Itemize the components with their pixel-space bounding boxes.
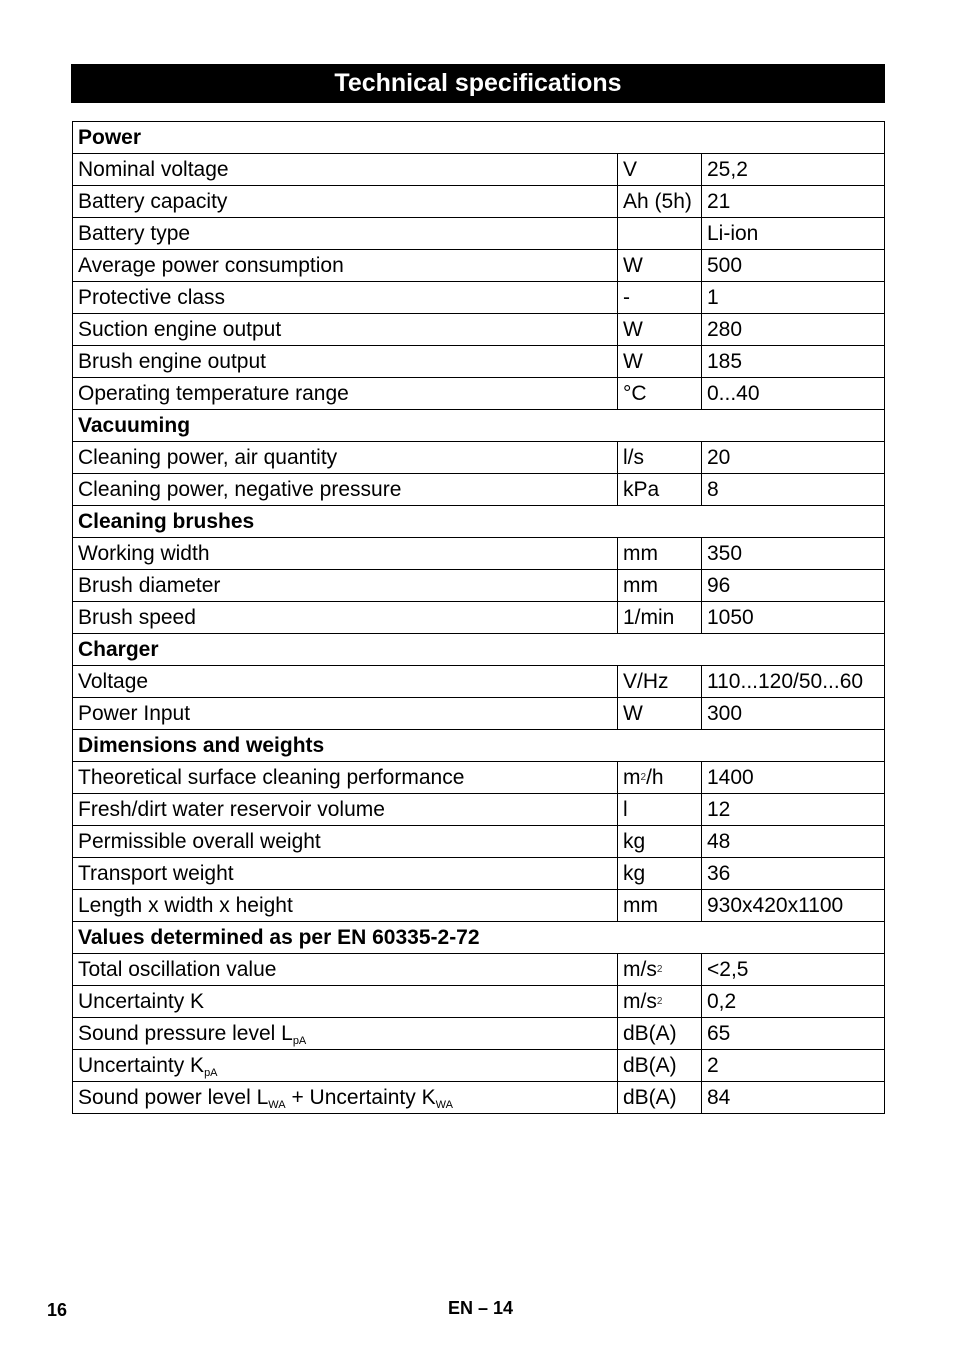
spec-label: Battery capacity bbox=[78, 190, 228, 213]
spec-label-subscript: WA bbox=[268, 1099, 286, 1111]
spec-row bbox=[73, 1082, 885, 1114]
spec-value: 25,2 bbox=[702, 154, 885, 186]
spec-row bbox=[73, 186, 885, 218]
spec-unit-cell bbox=[618, 538, 702, 570]
spec-table-body bbox=[73, 122, 885, 1114]
spec-row bbox=[73, 1050, 885, 1082]
spec-label-cell bbox=[73, 986, 618, 1018]
spec-unit: m/s bbox=[623, 990, 657, 1013]
spec-unit-superscript: 2 bbox=[640, 772, 647, 783]
section-title: Charger bbox=[73, 634, 885, 666]
spec-unit: kPa bbox=[623, 478, 660, 501]
section-header-row bbox=[73, 634, 885, 666]
spec-unit: kg bbox=[623, 862, 646, 885]
spec-unit: m/s bbox=[623, 958, 657, 981]
spec-row bbox=[73, 250, 885, 282]
spec-label-cell bbox=[73, 890, 618, 922]
spec-label-cell bbox=[73, 314, 618, 346]
spec-value: 300 bbox=[702, 698, 885, 730]
spec-unit: V bbox=[623, 158, 638, 181]
spec-row bbox=[73, 154, 885, 186]
spec-unit: dB(A) bbox=[623, 1022, 677, 1045]
spec-label-subscript: WA bbox=[435, 1099, 453, 1111]
spec-value: 1 bbox=[702, 282, 885, 314]
spec-value: 8 bbox=[702, 474, 885, 506]
spec-label: Power Input bbox=[78, 702, 191, 725]
spec-value: 110...120/50...60 bbox=[702, 666, 885, 698]
spec-unit: dB(A) bbox=[623, 1086, 677, 1109]
spec-label-cell bbox=[73, 1050, 618, 1082]
spec-unit: mm bbox=[623, 542, 658, 565]
spec-label-cell bbox=[73, 250, 618, 282]
spec-unit: W bbox=[623, 350, 643, 373]
spec-label: Battery type bbox=[78, 222, 191, 245]
spec-row bbox=[73, 858, 885, 890]
spec-label-cell bbox=[73, 218, 618, 250]
spec-value: 500 bbox=[702, 250, 885, 282]
spec-row bbox=[73, 602, 885, 634]
spec-value: 65 bbox=[702, 1018, 885, 1050]
spec-unit-cell bbox=[618, 602, 702, 634]
spec-value: 20 bbox=[702, 442, 885, 474]
spec-unit-cell bbox=[618, 378, 702, 410]
spec-row bbox=[73, 986, 885, 1018]
spec-unit-cell bbox=[618, 986, 702, 1018]
spec-value: 36 bbox=[702, 858, 885, 890]
spec-unit-cell bbox=[618, 154, 702, 186]
spec-unit: °C bbox=[623, 382, 647, 405]
section-title: Cleaning brushes bbox=[73, 506, 885, 538]
spec-label-cell bbox=[73, 954, 618, 986]
spec-unit: dB(A) bbox=[623, 1054, 677, 1077]
spec-label-cell bbox=[73, 538, 618, 570]
spec-value: 350 bbox=[702, 538, 885, 570]
spec-unit: Ah (5h) bbox=[623, 190, 692, 213]
spec-label-subscript: pA bbox=[292, 1035, 307, 1047]
spec-row bbox=[73, 890, 885, 922]
spec-row bbox=[73, 442, 885, 474]
spec-unit: W bbox=[623, 318, 643, 341]
section-header-row bbox=[73, 410, 885, 442]
spec-value: Li-ion bbox=[702, 218, 885, 250]
spec-row bbox=[73, 826, 885, 858]
section-title: Power bbox=[73, 122, 885, 154]
spec-unit-cell bbox=[618, 1050, 702, 1082]
spec-label-cell bbox=[73, 858, 618, 890]
spec-row bbox=[73, 666, 885, 698]
spec-row bbox=[73, 346, 885, 378]
spec-label-cell bbox=[73, 826, 618, 858]
spec-unit-cell bbox=[618, 314, 702, 346]
spec-unit-continued: /h bbox=[646, 766, 664, 789]
spec-unit-cell bbox=[618, 954, 702, 986]
spec-unit: V/Hz bbox=[623, 670, 669, 693]
spec-label: Permissible overall weight bbox=[78, 830, 321, 853]
spec-value: 280 bbox=[702, 314, 885, 346]
spec-row bbox=[73, 762, 885, 794]
spec-label: Transport weight bbox=[78, 862, 234, 885]
spec-label-cell bbox=[73, 1082, 618, 1114]
spec-unit: W bbox=[623, 702, 643, 725]
spec-unit-cell bbox=[618, 890, 702, 922]
section-header-row bbox=[73, 506, 885, 538]
spec-unit-superscript: 2 bbox=[656, 964, 663, 975]
spec-label-cell bbox=[73, 570, 618, 602]
spec-label-cell bbox=[73, 666, 618, 698]
spec-unit: - bbox=[623, 286, 630, 309]
spec-unit-cell bbox=[618, 570, 702, 602]
spec-label-continued: + Uncertainty K bbox=[285, 1086, 436, 1109]
spec-label: Brush diameter bbox=[78, 574, 221, 597]
spec-label: Average power consumption bbox=[78, 254, 344, 277]
section-header-row bbox=[73, 730, 885, 762]
spec-unit: l bbox=[623, 798, 628, 821]
page-code: EN – 14 bbox=[448, 1298, 514, 1318]
spec-row bbox=[73, 282, 885, 314]
spec-label-cell bbox=[73, 186, 618, 218]
spec-value: 12 bbox=[702, 794, 885, 826]
spec-value: 21 bbox=[702, 186, 885, 218]
technical-specifications-table bbox=[72, 121, 885, 1114]
spec-row bbox=[73, 1018, 885, 1050]
spec-label: Uncertainty K bbox=[78, 1054, 205, 1077]
spec-label: Voltage bbox=[78, 670, 149, 693]
spec-unit: m bbox=[623, 766, 641, 789]
page-title: Technical specifications bbox=[71, 64, 885, 103]
spec-label-cell bbox=[73, 794, 618, 826]
spec-label: Brush speed bbox=[78, 606, 196, 629]
section-title: Values determined as per EN 60335-2-72 bbox=[73, 922, 885, 954]
spec-unit-cell bbox=[618, 858, 702, 890]
spec-label-cell bbox=[73, 474, 618, 506]
spec-row bbox=[73, 954, 885, 986]
spec-unit-cell bbox=[618, 826, 702, 858]
spec-row bbox=[73, 570, 885, 602]
spec-label: Cleaning power, negative pressure bbox=[78, 478, 402, 501]
spec-label: Brush engine output bbox=[78, 350, 266, 373]
spec-row bbox=[73, 314, 885, 346]
spec-value: 0...40 bbox=[702, 378, 885, 410]
spec-row bbox=[73, 474, 885, 506]
spec-label-cell bbox=[73, 154, 618, 186]
spec-unit: kg bbox=[623, 830, 646, 853]
section-title: Vacuuming bbox=[73, 410, 885, 442]
spec-label: Operating temperature range bbox=[78, 382, 349, 405]
spec-value: 930x420x1100 bbox=[702, 890, 885, 922]
spec-label: Protective class bbox=[78, 286, 226, 309]
spec-unit-cell bbox=[618, 442, 702, 474]
section-header-row bbox=[73, 122, 885, 154]
spec-unit-cell bbox=[618, 346, 702, 378]
spec-value: 96 bbox=[702, 570, 885, 602]
spec-label: Sound pressure level L bbox=[78, 1022, 293, 1045]
spec-unit-cell bbox=[618, 762, 702, 794]
spec-value: 48 bbox=[702, 826, 885, 858]
spec-label: Working width bbox=[78, 542, 210, 565]
spec-label-cell bbox=[73, 378, 618, 410]
spec-row bbox=[73, 794, 885, 826]
spec-unit-cell bbox=[618, 1082, 702, 1114]
spec-unit-cell bbox=[618, 794, 702, 826]
spec-value: 185 bbox=[702, 346, 885, 378]
spec-value: 84 bbox=[702, 1082, 885, 1114]
spec-unit-cell bbox=[618, 1018, 702, 1050]
spec-unit-cell bbox=[618, 282, 702, 314]
spec-value: 0,2 bbox=[702, 986, 885, 1018]
spec-unit-cell bbox=[618, 218, 702, 250]
spec-unit-cell bbox=[618, 186, 702, 218]
spec-label-cell bbox=[73, 1018, 618, 1050]
spec-row bbox=[73, 538, 885, 570]
spec-label: Length x width x height bbox=[78, 894, 293, 917]
spec-row bbox=[73, 218, 885, 250]
spec-row bbox=[73, 378, 885, 410]
spec-value: <2,5 bbox=[702, 954, 885, 986]
page-number: 16 bbox=[47, 1300, 68, 1320]
spec-label: Sound power level L bbox=[78, 1086, 269, 1109]
spec-unit-superscript: 2 bbox=[656, 996, 663, 1007]
spec-label: Fresh/dirt water reservoir volume bbox=[78, 798, 385, 821]
section-title: Dimensions and weights bbox=[73, 730, 885, 762]
spec-unit: 1/min bbox=[623, 606, 675, 629]
spec-label: Nominal voltage bbox=[78, 158, 229, 181]
spec-unit-cell bbox=[618, 666, 702, 698]
spec-unit-cell bbox=[618, 250, 702, 282]
spec-label-cell bbox=[73, 346, 618, 378]
spec-label-cell bbox=[73, 762, 618, 794]
spec-label: Theoretical surface cleaning performance bbox=[78, 766, 465, 789]
spec-value: 1400 bbox=[702, 762, 885, 794]
spec-label-cell bbox=[73, 698, 618, 730]
spec-label-cell bbox=[73, 282, 618, 314]
spec-label: Cleaning power, air quantity bbox=[78, 446, 338, 469]
spec-label-subscript: pA bbox=[204, 1067, 218, 1079]
spec-unit: l/s bbox=[623, 446, 644, 469]
spec-label: Total oscillation value bbox=[78, 958, 277, 981]
spec-unit-cell bbox=[618, 698, 702, 730]
spec-unit: mm bbox=[623, 574, 658, 597]
spec-value: 2 bbox=[702, 1050, 885, 1082]
spec-label-cell bbox=[73, 602, 618, 634]
spec-unit: mm bbox=[623, 894, 658, 917]
spec-label: Suction engine output bbox=[78, 318, 282, 341]
spec-unit-cell bbox=[618, 474, 702, 506]
section-header-row bbox=[73, 922, 885, 954]
spec-unit: W bbox=[623, 254, 643, 277]
spec-row bbox=[73, 698, 885, 730]
spec-label-cell bbox=[73, 442, 618, 474]
spec-label: Uncertainty K bbox=[78, 990, 205, 1013]
spec-value: 1050 bbox=[702, 602, 885, 634]
